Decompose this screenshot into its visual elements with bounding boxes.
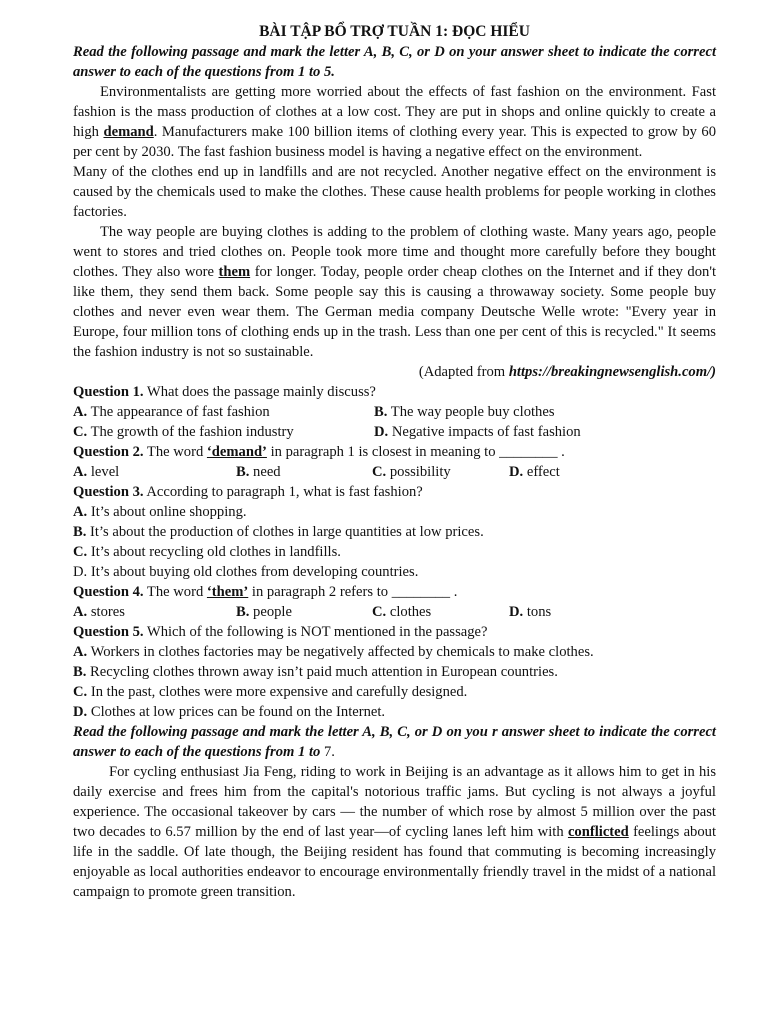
question-3-option-d[interactable] bbox=[73, 562, 716, 582]
question-1-options-row1 bbox=[73, 402, 716, 422]
option-text: people bbox=[253, 604, 292, 620]
question-3-label: Question 3. bbox=[73, 484, 144, 500]
question-5-option-b[interactable] bbox=[73, 662, 716, 682]
instruction-2-end: 7. bbox=[320, 744, 335, 760]
option-text: level bbox=[90, 464, 120, 480]
source-prefix: (Adapted from bbox=[418, 364, 509, 380]
option-label: D. bbox=[374, 424, 389, 440]
question-3-option-a[interactable] bbox=[73, 502, 716, 522]
option-text: The way people buy clothes bbox=[390, 404, 555, 420]
option-text: It’s about online shopping. bbox=[90, 504, 247, 520]
question-4-label: Question 4. bbox=[73, 584, 144, 600]
question-3-option-b[interactable] bbox=[73, 522, 716, 542]
instruction-2 bbox=[73, 722, 716, 762]
source-url: https://breakingnewsenglish.com/) bbox=[508, 364, 716, 380]
question-1-label: Question 1. bbox=[73, 384, 144, 400]
instruction-2-main: Read the following passage and mark the letter A, B, C, or D on you r answer sheet to indicate the correct answer to each of the questions from 1 to bbox=[73, 724, 716, 760]
question-2-option-a[interactable] bbox=[73, 462, 236, 482]
option-label: D. bbox=[509, 604, 524, 620]
keyword-demand: demand bbox=[103, 124, 154, 140]
question-2 bbox=[73, 442, 716, 462]
question-4-keyword: ‘them’ bbox=[206, 584, 249, 600]
question-2-option-b[interactable] bbox=[236, 462, 372, 482]
question-4-option-b[interactable] bbox=[236, 602, 372, 622]
question-4-text-after: in paragraph 2 refers to ________ . bbox=[248, 584, 458, 600]
keyword-them: them bbox=[218, 264, 251, 280]
passage2-text-before: For cycling enthusiast Jia Feng, riding to work in Beijing is an advantage as it allows him to get in his daily exercise and frees him from the capital's notorious traffic jams. But cycling is not always a joyful experience. The occasional takeover by cars — the number of which rose by almost 5 million over the past two decades to 6.57 million by the end of last year—of cycling lanes left him with bbox=[73, 764, 716, 840]
option-text: Recycling clothes thrown away isn’t paid much attention in European countries. bbox=[90, 664, 558, 680]
keyword-conflicted: conflicted bbox=[567, 824, 629, 840]
question-4-text-before: The word bbox=[143, 584, 207, 600]
question-4 bbox=[73, 582, 716, 602]
question-5-text: Which of the following is NOT mentioned in the passage? bbox=[143, 624, 488, 640]
option-label: D. bbox=[73, 564, 88, 580]
option-label: B. bbox=[374, 404, 388, 420]
question-4-option-d[interactable] bbox=[509, 602, 551, 622]
passage1-paragraph1b: Many of the clothes end up in landfills and are not recycled. Another negative effect on the environment is caused by the chemicals used to make the clothes. These cause health problems for people working in clothes factories. bbox=[73, 164, 716, 220]
question-5-label: Question 5. bbox=[73, 624, 144, 640]
question-5-option-d[interactable] bbox=[73, 702, 716, 722]
question-3-text: According to paragraph 1, what is fast fashion? bbox=[143, 484, 423, 500]
question-2-keyword: ‘demand’ bbox=[206, 444, 267, 460]
option-label: A. bbox=[73, 504, 88, 520]
option-label: B. bbox=[73, 664, 87, 680]
option-label: A. bbox=[73, 464, 88, 480]
option-text: effect bbox=[526, 464, 560, 480]
option-label: A. bbox=[73, 604, 88, 620]
question-2-option-d[interactable] bbox=[509, 462, 560, 482]
passage1-p2-text-before: The way people are buying clothes is adding to the problem of clothing waste. Many years ago, people went to stores and tried clothes on. People took more time and thought more carefully before they bought clothes. They also wore bbox=[73, 224, 716, 280]
question-2-text-after: in paragraph 1 is closest in meaning to ________ . bbox=[266, 444, 565, 460]
passage1-paragraph1 bbox=[73, 82, 716, 162]
question-1-option-b[interactable] bbox=[374, 402, 555, 422]
option-label: B. bbox=[73, 524, 87, 540]
option-text: The growth of the fashion industry bbox=[90, 424, 294, 440]
question-4-option-a[interactable] bbox=[73, 602, 236, 622]
question-4-options bbox=[73, 602, 716, 622]
option-label: C. bbox=[73, 684, 88, 700]
question-5-option-c[interactable] bbox=[73, 682, 716, 702]
option-label: C. bbox=[73, 544, 88, 560]
question-5 bbox=[73, 622, 716, 642]
question-3 bbox=[73, 482, 716, 502]
passage1-p1-text-after: . Manufacturers make 100 billion items of clothing every year. This is expected to grow by 60 per cent by 2030. The fast fashion business model is having a negative effect on the environment. bbox=[73, 124, 717, 160]
question-4-option-c[interactable] bbox=[372, 602, 509, 622]
question-1-option-a[interactable] bbox=[73, 402, 374, 422]
option-label: C. bbox=[73, 424, 88, 440]
option-text: stores bbox=[90, 604, 125, 620]
option-text: It’s about recycling old clothes in landfills. bbox=[90, 544, 341, 560]
passage1-p2-text-after: for longer. Today, people order cheap clothes on the Internet and if they don't like them, they send them back. Some people say this is causing a throwaway society. Some people buy clothes and never even wear them. The German media company Deutsche Welle wrote: "Every year in Europe, four million tons of clothing ends up in the trash. Less than one per cent of this is recycled." It seems the fashion industry is not so sustainable. bbox=[73, 264, 716, 360]
option-label: D. bbox=[509, 464, 524, 480]
passage1-p1-text-before: Environmentalists are getting more worried about the effects of fast fashion on the environment. Fast fashion is the mass production of clothes at a low cost. They are put in shops and online quickly to create a high bbox=[73, 84, 716, 140]
option-text: clothes bbox=[389, 604, 432, 620]
question-1-text: What does the passage mainly discuss? bbox=[143, 384, 376, 400]
passage1-paragraph2 bbox=[73, 222, 716, 362]
option-text: Negative impacts of fast fashion bbox=[391, 424, 581, 440]
passage2-text-after: feelings about life in the saddle. Of late though, the Beijing resident has found that commuting is becoming increasingly enjoyable as local authorities endeavor to encourage environmentally friendly travel in the midst of a national campaign to promote green transition. bbox=[73, 824, 716, 900]
option-text: possibility bbox=[389, 464, 451, 480]
question-3-option-c[interactable] bbox=[73, 542, 716, 562]
option-text: It’s about the production of clothes in large quantities at low prices. bbox=[90, 524, 484, 540]
source-citation bbox=[73, 362, 716, 382]
passage2-paragraph bbox=[73, 762, 716, 902]
option-label: C. bbox=[372, 464, 387, 480]
option-text: The appearance of fast fashion bbox=[90, 404, 270, 420]
option-text: It’s about buying old clothes from developing countries. bbox=[90, 564, 419, 580]
question-2-option-c[interactable] bbox=[372, 462, 509, 482]
question-1-option-c[interactable] bbox=[73, 422, 374, 442]
question-2-options bbox=[73, 462, 716, 482]
option-text: tons bbox=[526, 604, 552, 620]
option-text: Clothes at low prices can be found on the Internet. bbox=[90, 704, 386, 720]
option-label: D. bbox=[73, 704, 88, 720]
option-label: B. bbox=[236, 464, 250, 480]
option-text: In the past, clothes were more expensive and carefully designed. bbox=[90, 684, 468, 700]
question-1-options-row2 bbox=[73, 422, 716, 442]
option-text: need bbox=[253, 464, 281, 480]
question-1-option-d[interactable] bbox=[374, 422, 581, 442]
question-1 bbox=[73, 382, 716, 402]
question-2-text-before: The word bbox=[143, 444, 207, 460]
option-label: B. bbox=[236, 604, 250, 620]
option-text: Workers in clothes factories may be negatively affected by chemicals to make clothes. bbox=[90, 644, 594, 660]
option-label: C. bbox=[372, 604, 387, 620]
instruction-1: Read the following passage and mark the letter A, B, C, or D on your answer sheet to indicate the correct answer to each of the questions from 1 to 5. bbox=[73, 44, 716, 80]
question-2-label: Question 2. bbox=[73, 444, 144, 460]
option-label: A. bbox=[73, 644, 88, 660]
question-5-option-a[interactable] bbox=[73, 642, 716, 662]
page-title: BÀI TẬP BỔ TRỢ TUẦN 1: ĐỌC HIỂU bbox=[259, 23, 530, 40]
option-label: A. bbox=[73, 404, 88, 420]
